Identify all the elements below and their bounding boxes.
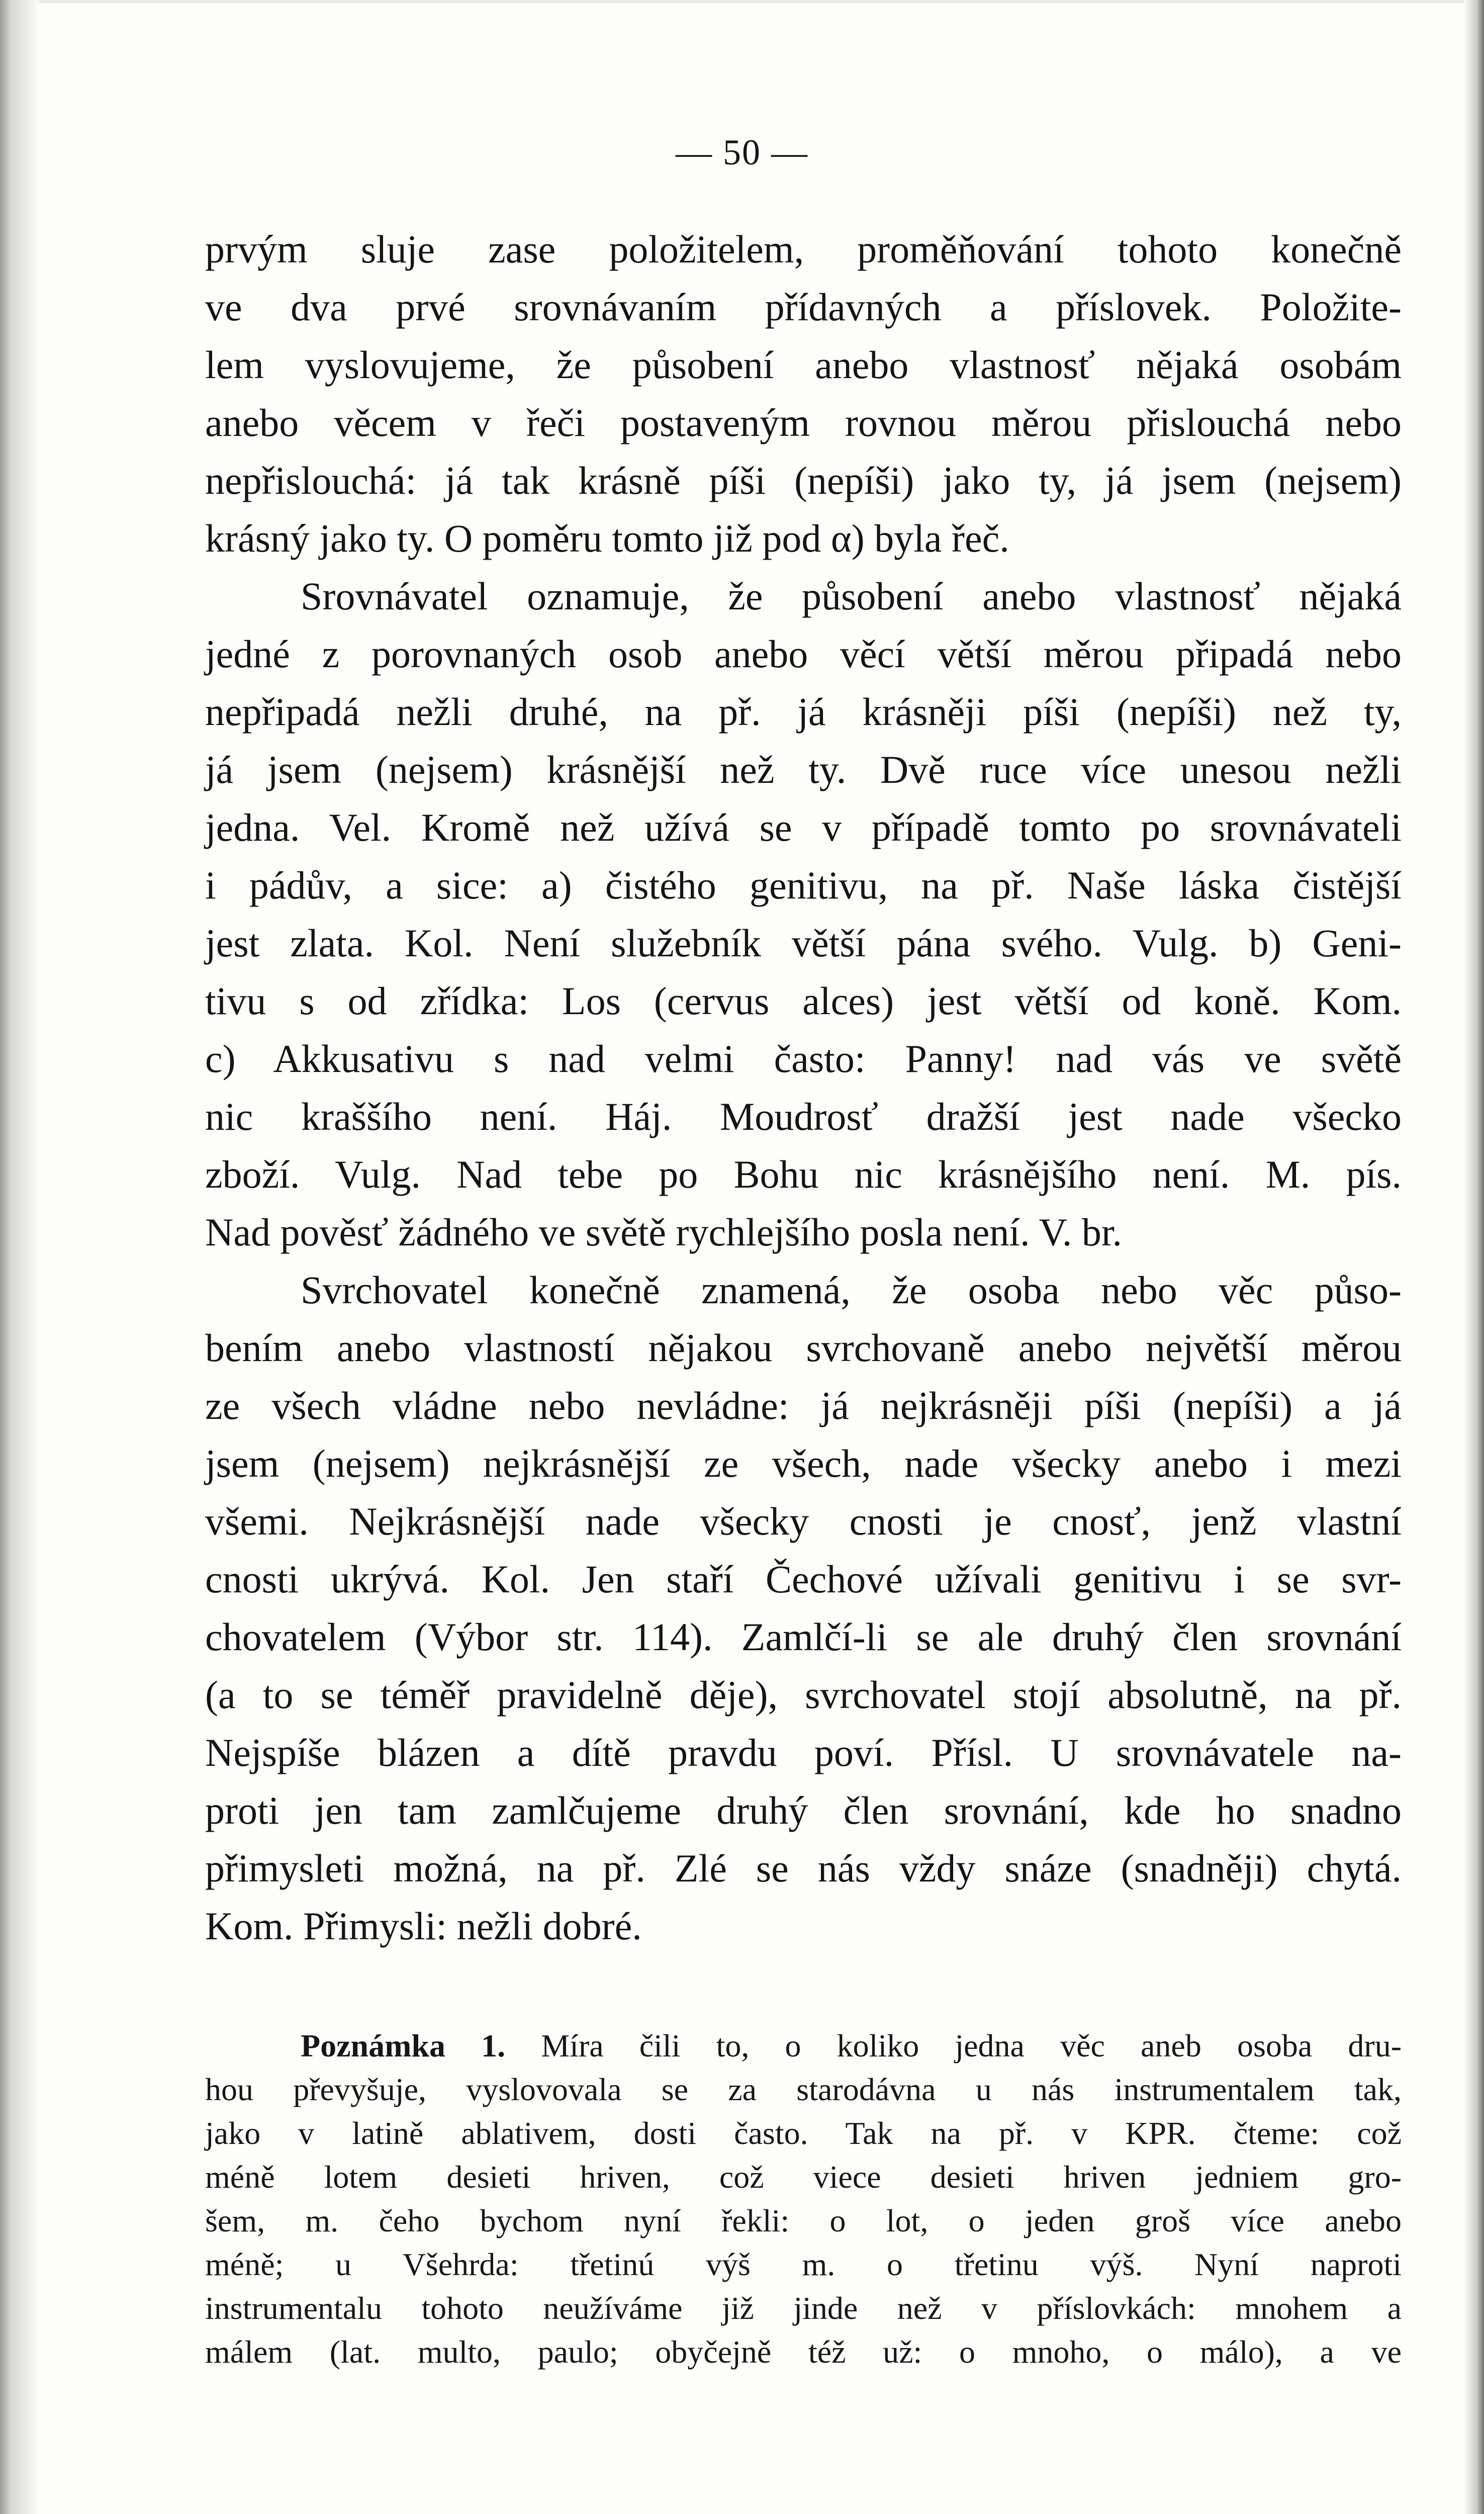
- page-number: — 50 —: [676, 132, 808, 172]
- main-text: [205, 220, 1402, 1955]
- note-line: Míra čili to, o koliko jedna věc aneb osoba dru-: [541, 2028, 1402, 2063]
- text-line: Nejspíše blázen a dítě pravdu poví. Přísl. U srovnávatele na-: [205, 1731, 1402, 1774]
- note-line: hou převyšuje, vyslovovala se za starodávna u nás instrumentalem tak,: [205, 2072, 1402, 2107]
- text-line: lem vyslovujeme, že působení anebo vlastnosť nějaká osobám: [205, 343, 1402, 387]
- note-line: jako v latině ablativem, dosti často. Tak na př. v KPR. čteme: což: [205, 2115, 1402, 2151]
- paragraph-1: [205, 220, 1402, 567]
- note-line: méně lotem desieti hriven, což viece desieti hriven jedniem gro-: [205, 2159, 1402, 2195]
- note-line: instrumentalu tohoto neužíváme již jinde než v příslovkách: mnohem a: [205, 2290, 1402, 2326]
- text-line: přimysleti možná, na př. Zlé se nás vždy snáze (snadněji) chytá.: [205, 1846, 1402, 1890]
- text-line: nepřipadá nežli druhé, na př. já krásněji píši (nepíši) než ty,: [205, 690, 1402, 734]
- text-line: jsem (nejsem) nejkrásnější ze všech, nade všecky anebo i mezi: [205, 1442, 1402, 1485]
- text-line: c) Akkusativu s nad velmi často: Panny! nad vás ve světě: [205, 1037, 1402, 1081]
- text-line: Srovnávatel oznamuje, že působení anebo vlastnosť nějaká: [301, 574, 1402, 618]
- text-line: anebo věcem v řeči postaveným rovnou měrou přislouchá nebo: [205, 401, 1402, 444]
- text-line: cnosti ukrývá. Kol. Jen staří Čechové užívali genitivu i se svr-: [205, 1557, 1402, 1601]
- note-line: šem, m. čeho bychom nyní řekli: o lot, o jeden groš více anebo: [205, 2203, 1402, 2238]
- note-line: méně; u Všehrda: třetinú výš m. o třetinu výš. Nyní naproti: [205, 2247, 1402, 2282]
- page-binding-shadow: [0, 0, 39, 2514]
- text-line: bením anebo vlastností nějakou svrchovaně anebo největší měrou: [205, 1326, 1402, 1370]
- footnote-remark: [205, 2024, 1402, 2374]
- text-line: jest zlata. Kol. Není služebník větší pána svého. Vulg. b) Geni-: [205, 921, 1402, 965]
- text-line: jedné z porovnaných osob anebo věcí větší měrou připadá nebo: [205, 632, 1402, 676]
- note-heading: Poznámka 1.: [301, 2028, 506, 2063]
- text-line: i pádův, a sice: a) čistého genitivu, na př. Naše láska čistější: [205, 863, 1402, 907]
- note-line: málem (lat. multo, paulo; obyčejně též už: o mnoho, o málo), a ve: [205, 2334, 1402, 2370]
- text-line: jedna. Vel. Kromě než užívá se v případě tomto po srovnávateli: [205, 805, 1402, 849]
- paragraph-3: [205, 1261, 1402, 1955]
- text-line: Nad pověsť žádného ve světě rychlejšího posla není. V. br.: [205, 1210, 1123, 1254]
- text-line: chovatelem (Výbor str. 114). Zamlčí-li se ale druhý člen srovnání: [205, 1615, 1402, 1659]
- text-line: (a to se téměř pravidelně děje), svrchovatel stojí absolutně, na př.: [205, 1673, 1402, 1717]
- text-line: tivu s od zřídka: Los (cervus alces) jest větší od koně. Kom.: [205, 979, 1402, 1023]
- text-line: prvým sluje zase položitelem, proměňování tohoto konečně: [205, 227, 1402, 271]
- text-line: ze všech vládne nebo nevládne: já nejkrásněji píši (nepíši) a já: [205, 1384, 1402, 1427]
- paragraph-2: [205, 567, 1402, 1261]
- text-line: krásný jako ty. O poměru tomto již pod α) byla řeč.: [205, 516, 1009, 560]
- text-line: nic kraššího není. Háj. Moudrosť dražší jest nade všecko: [205, 1095, 1402, 1138]
- text-line: nepřislouchá: já tak krásně píši (nepíši) jako ty, já jsem (nejsem): [205, 459, 1402, 502]
- text-line: zboží. Vulg. Nad tebe po Bohu nic krásnějšího není. M. pís.: [205, 1152, 1402, 1196]
- note-first-line: [205, 2024, 1402, 2068]
- text-line: proti jen tam zamlčujeme druhý člen srovnání, kde ho snadno: [205, 1788, 1402, 1832]
- text-line: Svrchovatel konečně znamená, že osoba nebo věc půso-: [301, 1268, 1402, 1312]
- text-line: já jsem (nejsem) krásnější než ty. Dvě ruce více unesou nežli: [205, 748, 1402, 791]
- text-line: ve dva prvé srovnávaním přídavných a příslovek. Položite-: [205, 285, 1402, 329]
- text-line: všemi. Nejkrásnější nade všecky cnosti je cnosť, jenž vlastní: [205, 1499, 1402, 1543]
- page-edge-shadow: [1464, 0, 1484, 2514]
- text-line: Kom. Přimysli: nežli dobré.: [205, 1904, 642, 1948]
